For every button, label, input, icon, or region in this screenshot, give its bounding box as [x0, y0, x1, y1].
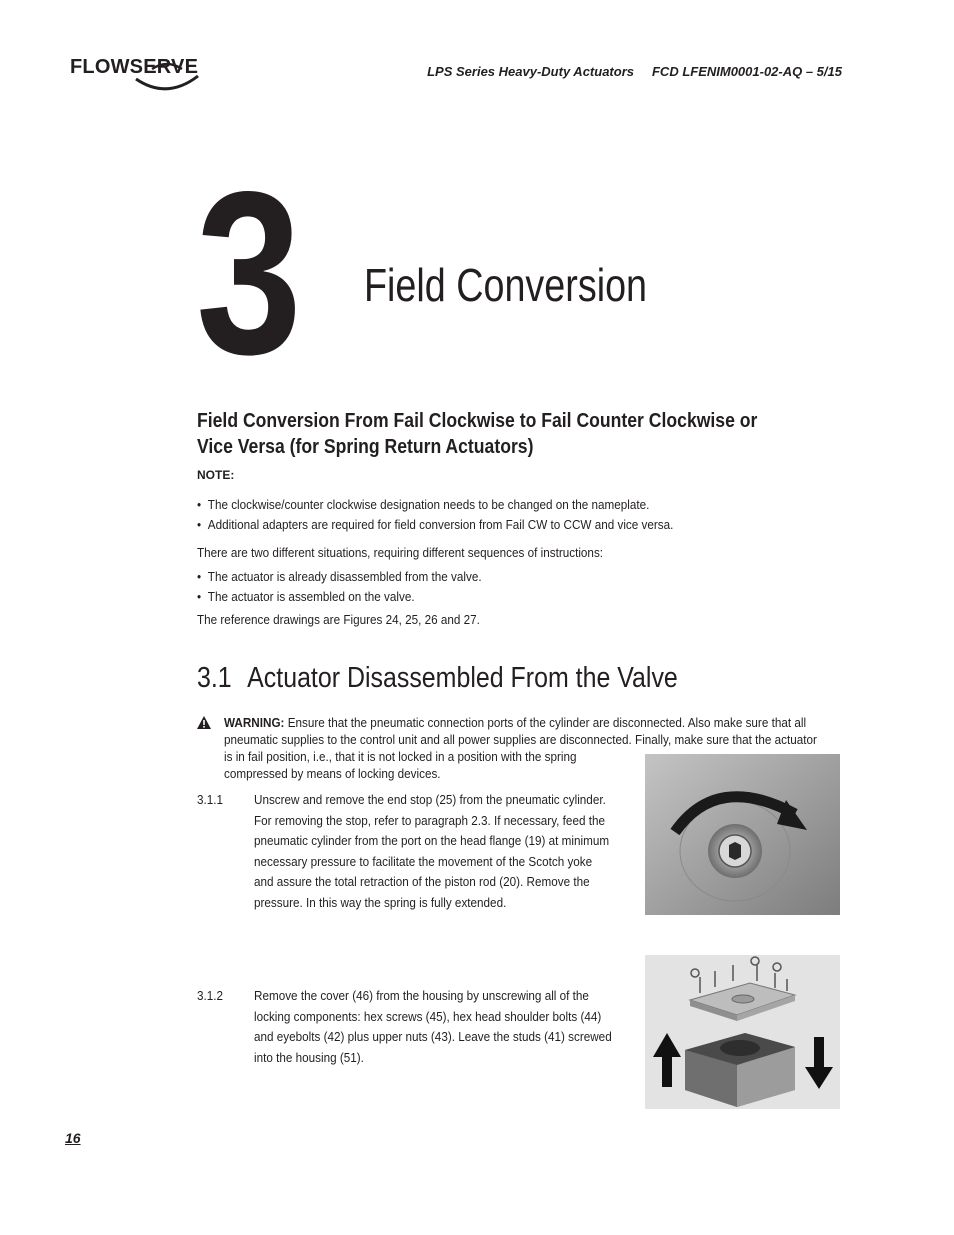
logo-swoosh-icon [70, 56, 210, 96]
page-number: 16 [65, 1130, 81, 1146]
cover-removal-photo [645, 955, 840, 1109]
step-number: 3.1.2 [197, 988, 224, 1003]
step-number: 3.1.1 [197, 792, 224, 807]
end-stop-photo [645, 754, 840, 915]
doc-title: LPS Series Heavy-Duty Actuators [427, 64, 634, 79]
chapter-number: 3 [196, 144, 299, 403]
section-heading-line: Field Conversion From Fail Clockwise to Fail Counter Clockwise or [197, 410, 758, 432]
section-heading-line: Vice Versa (for Spring Return Actuators) [197, 436, 534, 458]
note-item: • The clockwise/counter clockwise designation needs to be changed on the nameplate. [197, 497, 650, 512]
section-heading [197, 408, 813, 460]
situation-item: • The actuator is already disassembled from the valve. [197, 569, 482, 584]
chapter-title: Field Conversion [364, 259, 648, 311]
document-header [427, 64, 842, 79]
situations-intro: There are two different situations, requiring different sequences of instructions: [197, 545, 604, 560]
logo-wordmark: FLOWSERVE [70, 56, 199, 78]
warning-icon [197, 716, 211, 729]
note-item: • Additional adapters are required for field conversion from Fail CW to CCW and vice versa. [197, 517, 674, 532]
situation-item: • The actuator is assembled on the valve. [197, 589, 415, 604]
step-text: Unscrew and remove the end stop (25) from the pneumatic cylinder. For removing the stop, refer to paragraph 2.3. If necessary, feed the pneumatic cylinder from the port on the head flange (19) at minimum necessary pressure to facilitate the movement of the Scotch yoke and assure the total retraction of the piston rod (20). Remove the pressure. In this way the spring is fully extended. [254, 792, 610, 910]
doc-code: FCD LFENIM0001-02-AQ – 5/15 [651, 64, 842, 79]
subsection-title: Actuator Disassembled From the Valve [247, 662, 678, 694]
subsection-heading [197, 664, 678, 693]
warning-text: WARNING: Ensure that the pneumatic connection ports of the cylinder are disconnected. Also make sure that all pneumatic supplies to the control unit and all power supplies are disconnected. Finally, make sure that the actuator is in fail position, i.e., that it is not locked in a position with the spring compressed by means of locking devices. [224, 715, 817, 781]
reference-text: The reference drawings are Figures 24, 25, 26 and 27. [197, 612, 480, 627]
step-text: Remove the cover (46) from the housing by unscrewing all of the locking components: hex screws (45), hex head shoulder bolts (44) and eyebolts (42) plus upper nuts (43). Leave the studs (41) screwed into the housing (51). [254, 988, 612, 1065]
subsection-number: 3.1 [197, 662, 232, 694]
flowserve-logo [70, 56, 210, 96]
note-label: NOTE: [197, 468, 235, 482]
warning-label: WARNING: [224, 715, 285, 730]
